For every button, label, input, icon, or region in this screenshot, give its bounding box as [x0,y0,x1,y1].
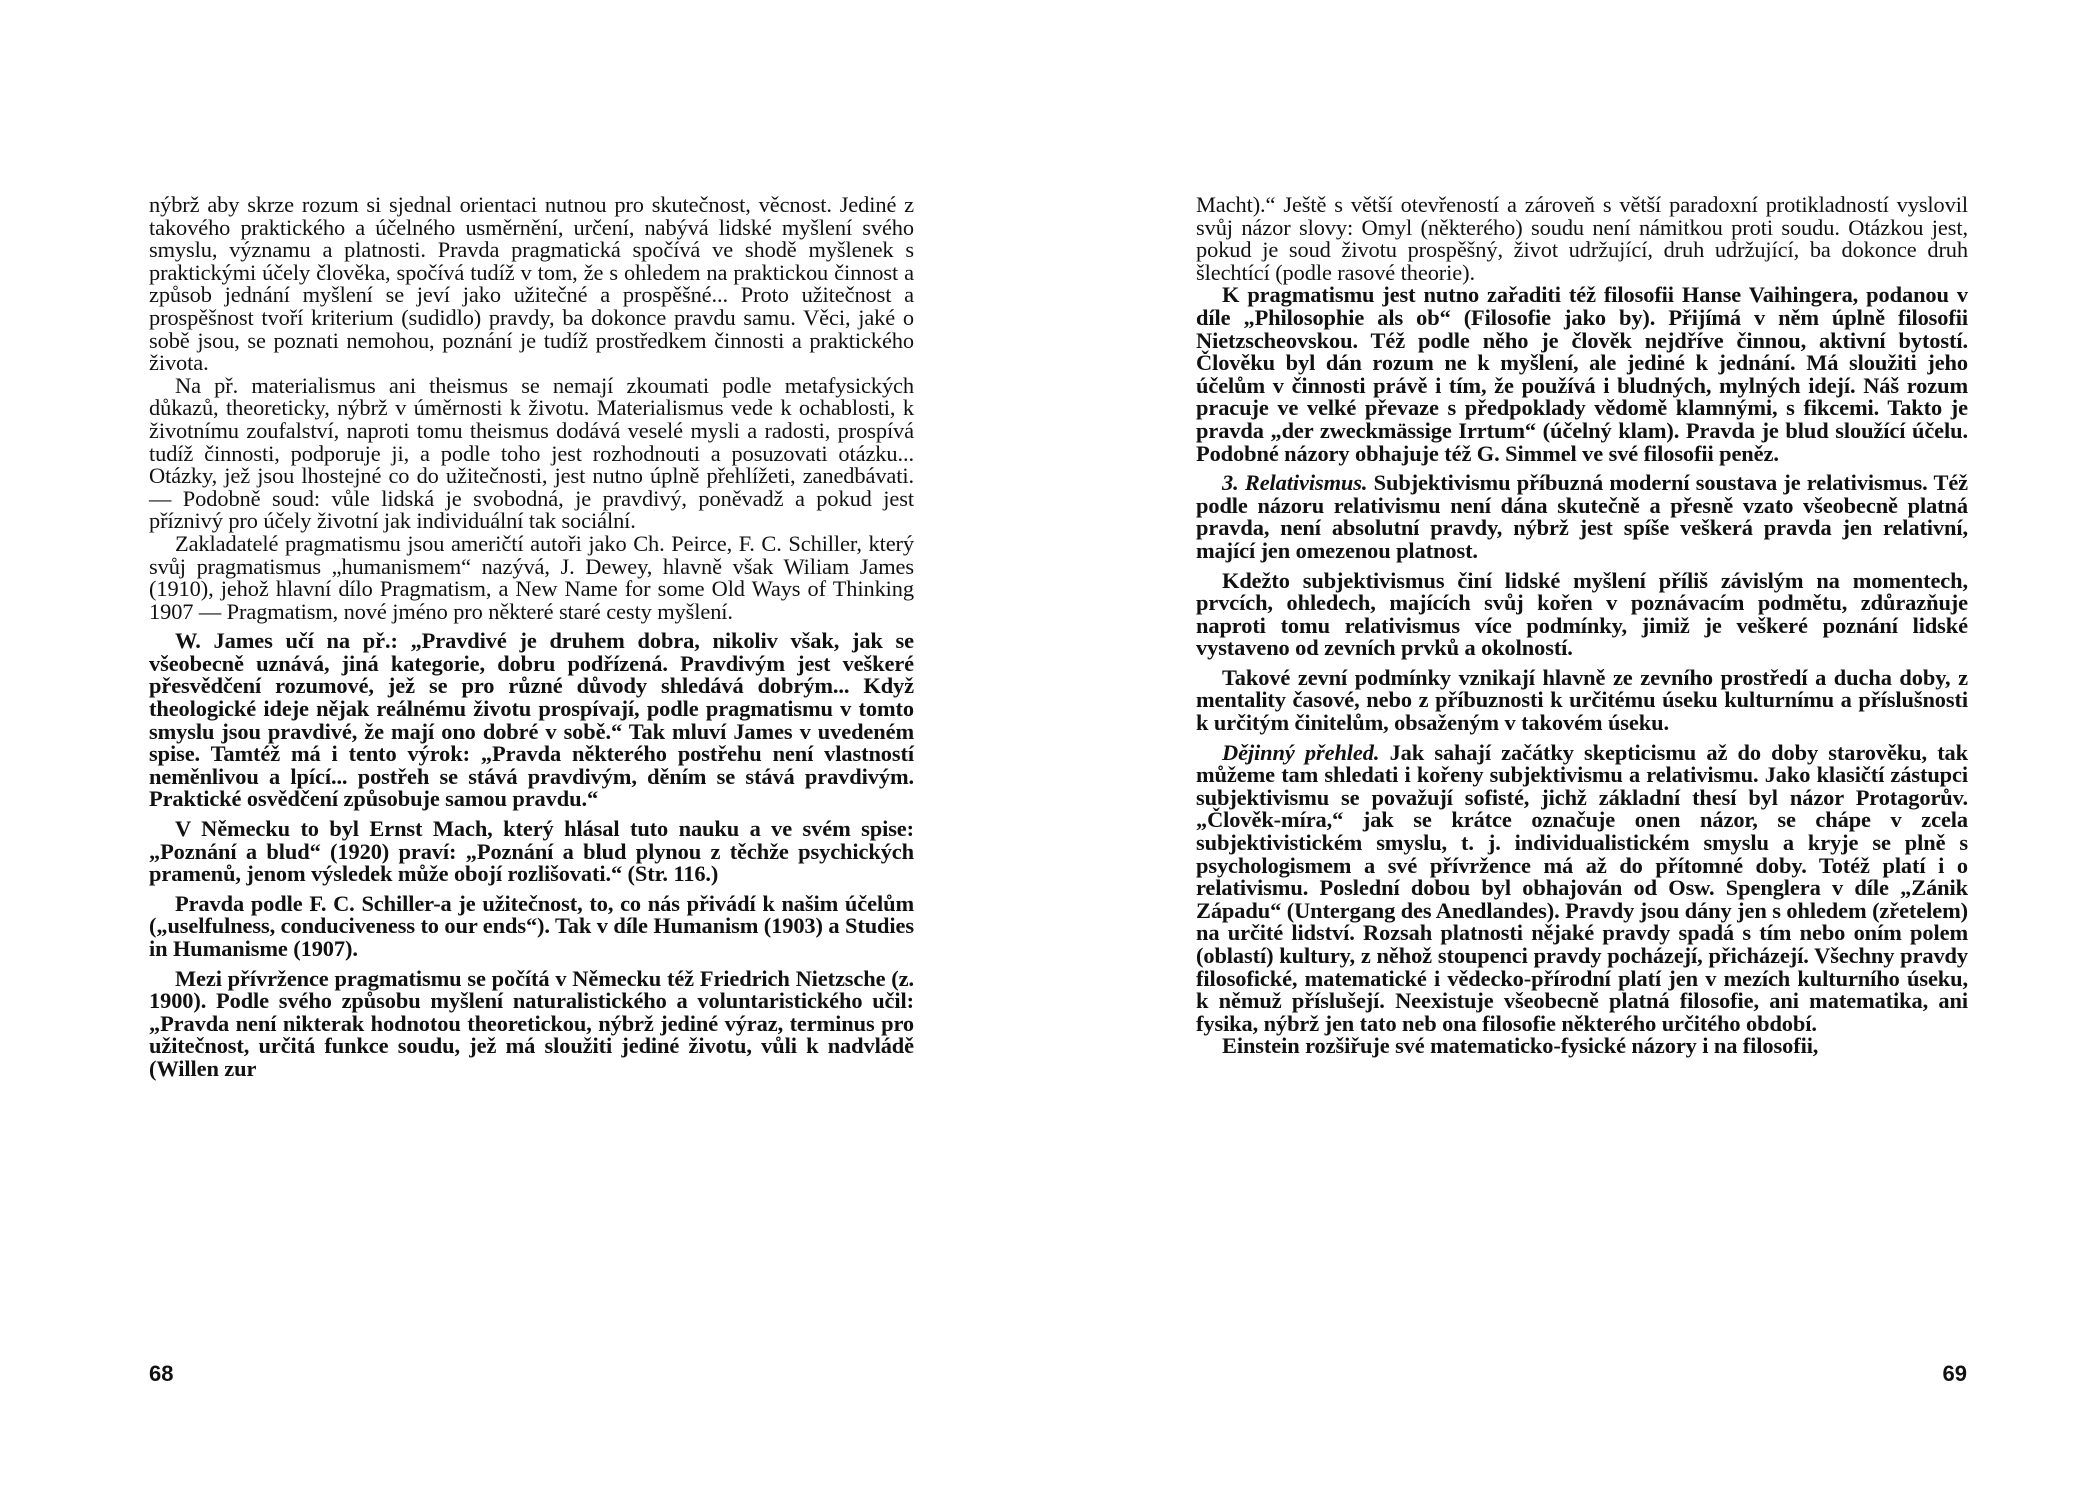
paragraph: Kdežto subjektivismus činí lidské myšlení příliš závislým na momentech, prvcích, ohledech, majících svůj kořen v poznávacím podmětu, zdůrazňuje naproti tomu relativismus více podmínky, jimiž je veškeré poznání lidské vystaveno od zevních prvků a okolností. [1196,567,1968,661]
paragraph: W. James učí na př.: „Pravdivé je druhem dobra, nikoliv však, jak se všeobecně uznává, jiná kategorie, dobru podřízená. Pravdivým jest veškeré přesvědčení rozumové, jež se pro různé důvody shledává dobrým... Když theologické ideje nějak reálnému životu prospívají, podle pragmatismu v tomto smyslu jsou pravdivé, že mají ono dobré v sobě.“ Tak mluví James v uvedeném spise. Tamtéž má i tento výrok: „Pravda některého postřehu není vlastností neměnlivou a lpící... postřeh se stává pravdivým, děním se stává pravdivým. Praktické osvědčení způsobuje samou pravdu.“ [149,628,914,812]
paragraph: Einstein rozšiřuje své matematicko-fysické názory i na filosofii, [1222,1033,1819,1059]
paragraph [1196,472,1968,562]
page-number: 68 [149,1361,174,1386]
paragraph: Na př. materialismus ani theismus se nemají zkoumati podle metafysických důkazů, theoreticky, nýbrž v úměrnosti k životu. Materialismus vede k ochablosti, k životnímu zoufalství, naproti tomu theismus dodává veselé mysli a radosti, prospívá tudíž činnosti, podporuje ji, a podle toho jest rozhodnouti a posuzovati otázku... Otázky, jež jsou lhostejné co do užitečnosti, jest nutno úplně přehlížeti, zanedbávati. — Podobně soud: vůle lidská je svobodná, je pravdivý, poněvadž a pokud jest příznivý pro účely životní jak individuální tak sociální. [149,372,914,534]
paragraph: Mezi přívržence pragmatismu se počítá v Německu též Friedrich Nietzsche (z. 1900). Podle svého způsobu myšlení naturalistického a voluntaristického učil: „Pravda není nikterak hodnotou theoretickou, nýbrž jediné výraz, terminus pro užitečnost, určitá funkce soudu, jež má sloužiti jediné životu, vůli k nadvládě (Willen zur [149,965,914,1081]
paragraph: Takové zevní podmínky vznikají hlavně ze zevního prostředí a ducha doby, z mentality časové, nebo z příbuznosti k určitému úseku kulturnímu a příslušnosti k určitým činitelům, obsaženým v takovém úseku. [1196,664,1968,736]
paragraph: K pragmatismu jest nutno zařaditi též filosofii Hanse Vaihingera, podanou v díle „Philosophie als ob“ (Filosofie jako by). Přijímá v něm úplně filosofii Nietzscheovskou. Též podle něho je člověk nejdříve činnou, aktivní bytostí. Člověku byl dán rozum ne k myšlení, ale jediné k jednání. Má sloužiti jeho účelům v činnosti právě i tím, že používá i bludných, mylných idejí. Náš rozum pracuje ve velké převaze s předpoklady vědomě klamnými, s fikcemi. Takto je pravda „der zweckmässige Irrtum“ (účelný klam). Pravda je blud sloužící účelu. Podobné názory obhajuje též G. Simmel ve své filosofii peněz. [1196,282,1968,466]
paragraph: nýbrž aby skrze rozum si sjednal orientaci nutnou pro skutečnost, věcnost. Jediné z takového praktického a účelného usměrnění, určení, nabývá lidské myšlení svého smyslu, významu a platnosti. Pravda pragmatická spočívá ve shodě myšlenek s praktickými účely člověka, spočívá tudíž v tom, že s ohledem na praktickou činnost a způsob jednání myšlení se jeví jako užitečné a prospěšné... Proto užitečnost a prospěšnost tvoří kriterium (sudidlo) pravdy, ba dokonce pravdu samu. Věci, jaké o sobě jsou, se poznati nemohou, poznání je tudíž prostředkem činnosti a praktického života. [149,192,914,376]
paragraph: V Německu to byl Ernst Mach, který hlásal tuto nauku a ve svém spise: „Poznání a blud“ (1920) praví: „Poznání a blud plynou z těchže psychických pramenů, jenom výsledek může obojí rozlišovati.“ (Str. 116.) [149,816,914,887]
page-number: 69 [1942,1361,1967,1386]
paragraph: Macht).“ Ještě s větší otevřeností a zároveň s větší paradoxní protikladností vyslovil svůj názor slovy: Omyl (některého) soudu není námitkou proti soudu. Otázkou jest, pokud je soud životu prospěšný, život udržující, druh udržující, ba dokonce druh šlechtící (podle rasové theorie). [1196,192,1968,285]
left-text-column [149,194,914,1081]
paragraph: Zakladatelé pragmatismu jsou američtí autoři jako Ch. Peirce, F. C. Schiller, který svůj pragmatismus „humanismem“ nazývá, J. Dewey, hlavně však Wiliam James (1910), jehož hlavní dílo Pragmatism, a New Name for some Old Ways of Thinking 1907 — Pragmatism, nové jméno pro některé staré cesty myšlení. [149,530,914,624]
subheading: Dějinný přehled. [1222,739,1380,765]
right-page [1046,0,2092,1500]
paragraph [1196,739,1968,1036]
right-text-column [1196,194,1968,1058]
paragraph-text: Jak sahají začátky skepticismu až do doby starověku, tak můžeme tam shledati i kořeny subjektivismu a relativismu. Jako klasičtí zástupci subjektivismu se považují sofisté, jichž základní thesí byl názor Protagorův. „Člověk-míra,“ jak se krátce označuje onen názor, se chápe v zcela subjektivistickém smyslu, t. j. individualistickém smyslu a kryje se plně s psychologismem a své přívržence má až do přítomné doby. Totéž platí i o relativismu. Poslední dobou byl obhajován od Osw. Spenglera v díle „Zánik Západu“ (Untergang des Anedlandes). Pravdy jsou dány jen s ohledem (zřetelem) na určité lidství. Rozsah platnosti nějaké pravdy spadá s tím nebo oním polem (oblastí) kultury, z něhož stoupenci pravdy pocházejí, přicházejí. Všechny pravdy filosofické, matematické i vědecko-přírodní platí jen v mezích kulturního úseku, k němuž příslušejí. Neexistuje všeobecně platná filosofie, ani matematika, ani fysika, nýbrž jen tato neb ona filosofie některého určitého období. [1196,739,1968,1036]
section-heading: 3. Relativismus. [1222,470,1368,496]
paragraph: Pravda podle F. C. Schiller-a je užitečnost, to, co nás přivádí k našim účelům („uselfulness, conduciveness to our ends“). Tak v díle Humanism (1903) a Studies in Humanisme (1907). [149,890,914,961]
paragraph-text: Subjektivismu příbuzná moderní soustava je relativismus. Též podle názoru relativismu není dána skutečně a přesně vzato všeobecně platná pravda, není absolutní pravdy, nýbrž jest spíše veškerá pravda jen relativní, mající jen omezenou platnost. [1196,470,1968,563]
